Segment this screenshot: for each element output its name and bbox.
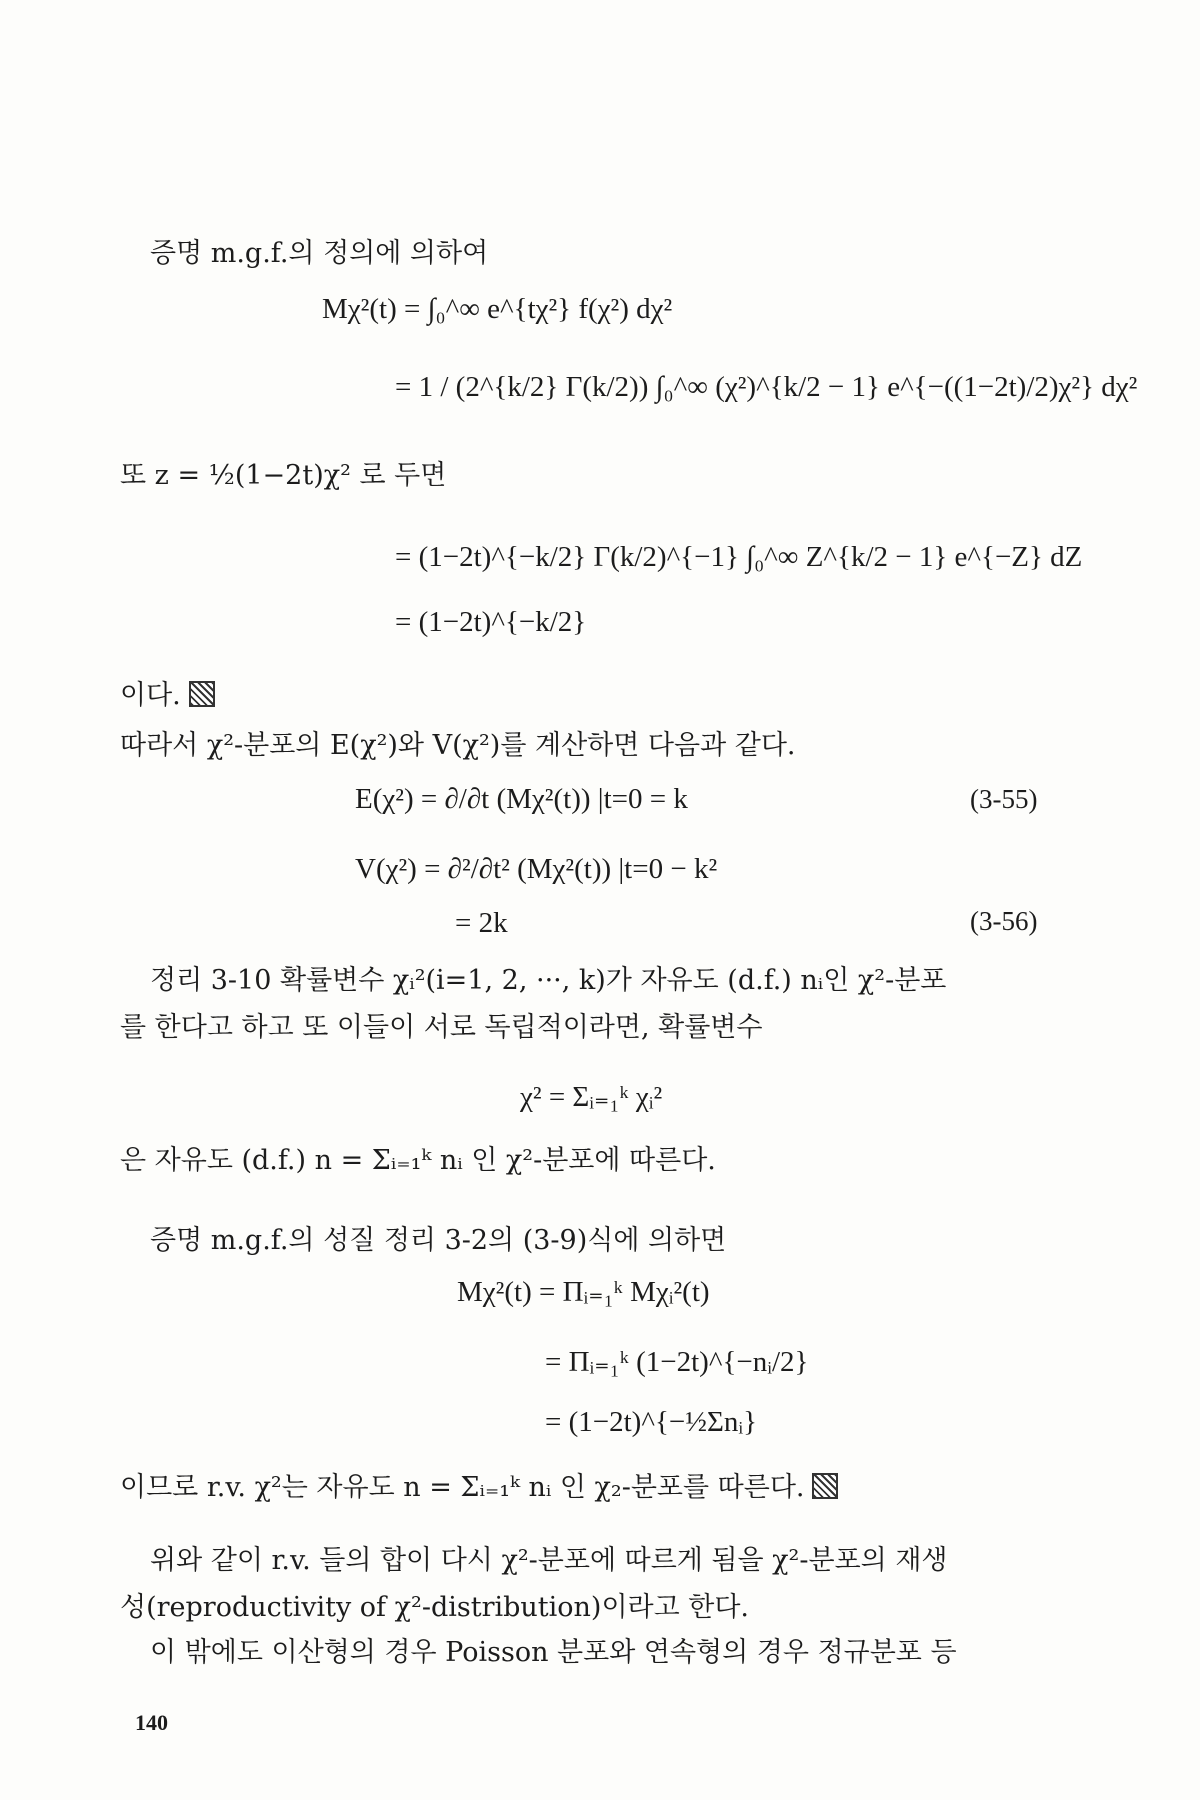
theorem-sum: χ² = Σᵢ₌₁ᵏ χᵢ²: [520, 1081, 663, 1113]
proof1-eq1: Mχ²(t) = ∫₀^∞ e^{tχ²} f(χ²) dχ²: [322, 293, 673, 325]
equation-number-3-56: (3-56): [970, 906, 1038, 936]
proof2-end-text: 이므로 r.v. χ²는 자유도 n = Σᵢ₌₁ᵏ nᵢ 인 χ₂-분포를 따른다.: [120, 1472, 805, 1503]
moments-intro: 따라서 χ²-분포의 E(χ²)와 V(χ²)를 계산하면 다음과 같다.: [120, 730, 796, 761]
proof2-end: [120, 1472, 838, 1504]
theorem-line-3: 은 자유도 (d.f.) n = Σᵢ₌₁ᵏ nᵢ 인 χ²-분포에 따른다.: [120, 1145, 716, 1176]
proof1-eq2: = 1 / (2^{k/2} Γ(k/2)) ∫₀^∞ (χ²)^{k/2 − 1} e^{−((1−2t)/2)χ²} dχ²: [395, 371, 1138, 403]
proof1-eq3: = (1−2t)^{−k/2} Γ(k/2)^{−1} ∫₀^∞ Z^{k/2 − 1} e^{−Z} dZ: [395, 541, 1083, 573]
proof1-eq4: = (1−2t)^{−k/2}: [395, 606, 587, 638]
paragraph-line-1: 위와 같이 r.v. 들의 합이 다시 χ²-분포에 따르게 됨을 χ²-분포의 재생: [150, 1545, 948, 1576]
proof1-end-text: 이다.: [120, 680, 181, 711]
qed-mark: [812, 1473, 838, 1499]
variance-result: = 2k: [455, 907, 508, 939]
variance-equation: V(χ²) = ∂²/∂t² (Mχ²(t)) |t=0 − k²: [355, 853, 718, 885]
theorem-line-1: 정리 3-10 확률변수 χᵢ²(i=1, 2, ···, k)가 자유도 (d.f.) nᵢ인 χ²-분포: [150, 965, 947, 996]
proof1-intro: 증명 m.g.f.의 정의에 의하여: [150, 238, 489, 269]
proof1-substitution: 또 z = ½(1−2t)χ² 로 두면: [120, 460, 447, 491]
proof2-eq2: = Πᵢ₌₁ᵏ (1−2t)^{−nᵢ/2}: [545, 1346, 809, 1378]
proof1-end: [120, 680, 215, 712]
page-number: 140: [135, 1710, 168, 1735]
equation-number-3-55: (3-55): [970, 784, 1038, 814]
paragraph-line-2: 성(reproductivity of χ²-distribution)이라고 한다.: [120, 1592, 750, 1623]
paragraph-line-3: 이 밖에도 이산형의 경우 Poisson 분포와 연속형의 경우 정규분포 등: [150, 1637, 957, 1668]
theorem-line-2: 를 한다고 하고 또 이들이 서로 독립적이라면, 확률변수: [120, 1012, 763, 1043]
proof2-intro: 증명 m.g.f.의 성질 정리 3-2의 (3-9)식에 의하면: [150, 1225, 727, 1256]
proof2-eq3: = (1−2t)^{−½Σnᵢ}: [545, 1406, 758, 1438]
qed-mark: [189, 681, 215, 707]
mean-equation: E(χ²) = ∂/∂t (Mχ²(t)) |t=0 = k: [355, 783, 688, 815]
proof2-eq1: Mχ²(t) = Πᵢ₌₁ᵏ Mχᵢ²(t): [457, 1276, 710, 1308]
